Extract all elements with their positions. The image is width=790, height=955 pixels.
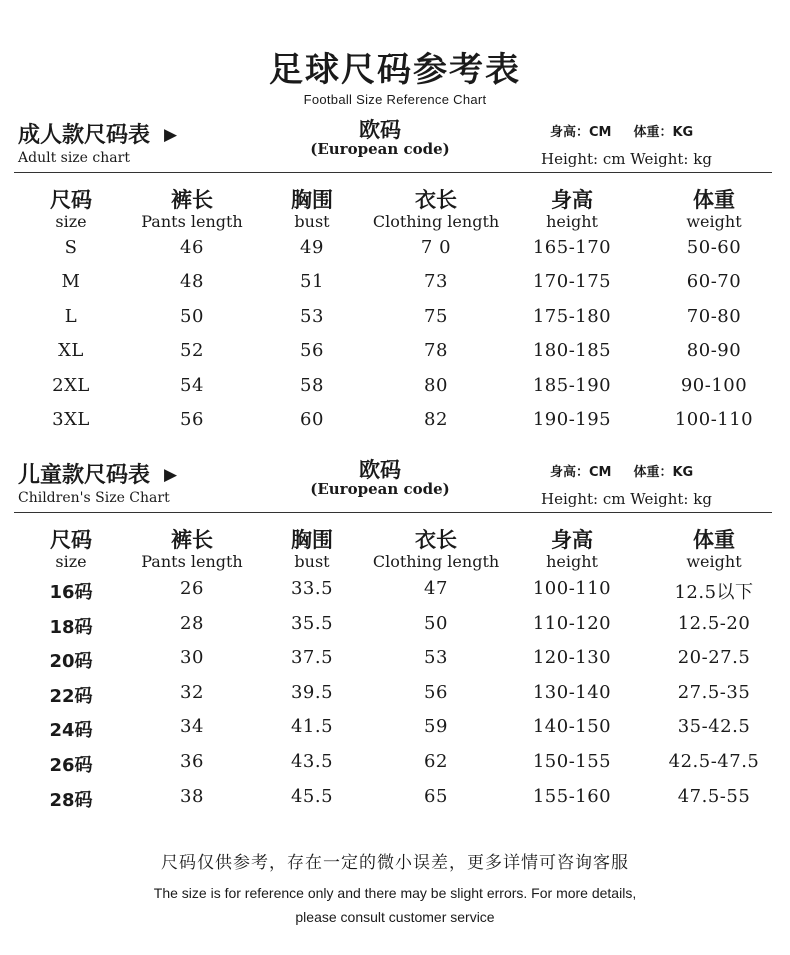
table-cell: 12.5-20 — [677, 612, 751, 634]
table-cell: 60-70 — [686, 271, 742, 293]
section-title — [18, 118, 177, 149]
table-cell: 51 — [300, 271, 324, 293]
column-header-en: bust — [294, 212, 330, 231]
table-cell: 70-80 — [686, 305, 742, 327]
table-cell: 140-150 — [532, 716, 612, 738]
table-cell: 180-185 — [532, 340, 612, 362]
section-subtitle: Children's Size Chart — [18, 490, 170, 506]
column-header-en: Clothing length — [372, 552, 500, 571]
column-header: 身高 — [551, 528, 593, 552]
column-header: 体重 — [693, 528, 735, 552]
column-header-en: Pants length — [141, 212, 243, 231]
unit-height: 身高：CM — [550, 125, 612, 140]
table-cell: XL — [58, 340, 84, 362]
table-cell: 7 0 — [420, 237, 452, 258]
table-cell: 28码 — [49, 789, 93, 811]
section-title-text: 儿童款尺码表 — [18, 463, 151, 488]
table-cell: 45.5 — [290, 785, 334, 807]
column-header: 胸围 — [291, 188, 333, 212]
table-cell: 150-155 — [532, 751, 612, 772]
table-cell: 58 — [300, 374, 324, 396]
table-cell: 35-42.5 — [677, 716, 751, 738]
table-cell: 3XL — [52, 409, 90, 430]
table-cell: 47.5-55 — [677, 785, 751, 807]
euro-code-label: 欧码 — [359, 118, 401, 142]
column-header: 裤长 — [171, 188, 213, 212]
column-header-en: weight — [686, 552, 742, 571]
table-cell: 30 — [180, 647, 204, 669]
table-cell: M — [61, 271, 81, 293]
column-header-en: Pants length — [141, 552, 243, 571]
table-cell: 100-110 — [674, 409, 754, 430]
table-cell: 53 — [424, 647, 448, 669]
unit-weight: 体重：KG — [633, 465, 694, 480]
table-cell: 37.5 — [290, 647, 334, 669]
table-cell: 56 — [300, 340, 324, 362]
table-cell: 65 — [424, 785, 448, 807]
table-cell: 46 — [180, 237, 204, 258]
footer-note-en: please consult customer service — [295, 909, 495, 925]
table-cell: 41.5 — [290, 716, 334, 738]
table-cell: 120-130 — [532, 647, 612, 669]
table-cell: 56 — [180, 409, 204, 430]
table-cell: 80-90 — [686, 340, 742, 362]
column-header-en: size — [55, 552, 87, 571]
column-header-en: size — [55, 212, 87, 231]
table-cell: 155-160 — [532, 785, 612, 807]
table-cell: 43.5 — [290, 751, 334, 772]
table-cell: 80 — [424, 374, 448, 396]
column-header: 体重 — [693, 188, 735, 212]
column-header: 尺码 — [50, 528, 92, 552]
table-cell: 28 — [180, 612, 204, 634]
section-subtitle: Adult size chart — [18, 150, 130, 166]
table-cell: 78 — [424, 340, 448, 362]
table-cell: 22码 — [49, 685, 93, 707]
units-label — [550, 121, 693, 140]
table-cell: L — [64, 305, 78, 327]
column-header: 衣长 — [415, 528, 457, 552]
table-cell: 16码 — [49, 582, 93, 603]
table-cell: 12.5以下 — [674, 582, 754, 603]
column-header-en: height — [546, 552, 598, 571]
table-cell: 50 — [424, 612, 448, 634]
table-cell: 56 — [424, 681, 448, 703]
table-cell: 54 — [180, 374, 204, 396]
table-cell: 20码 — [49, 651, 93, 673]
units-label-en: Height: cm Weight: kg — [541, 490, 712, 508]
table-cell: 110-120 — [532, 612, 612, 634]
table-cell: 26码 — [49, 755, 93, 776]
table-cell: 165-170 — [532, 237, 612, 258]
column-header-en: height — [546, 212, 598, 231]
table-cell: 73 — [424, 271, 448, 293]
table-cell: 60 — [300, 409, 324, 430]
euro-code-label: 欧码 — [359, 458, 401, 482]
table-cell: 185-190 — [532, 374, 612, 396]
table-cell: 50 — [180, 305, 204, 327]
table-cell: 170-175 — [532, 271, 612, 293]
table-cell: 27.5-35 — [677, 681, 751, 703]
table-cell: S — [64, 237, 78, 258]
page-subtitle: Football Size Reference Chart — [303, 92, 487, 107]
table-cell: 130-140 — [532, 681, 612, 703]
euro-code-label-en: (European code) — [310, 140, 450, 158]
column-header: 衣长 — [415, 188, 457, 212]
table-cell: 18码 — [49, 616, 93, 638]
units-label — [550, 461, 693, 480]
table-cell: 52 — [180, 340, 204, 362]
table-cell: 35.5 — [290, 612, 334, 634]
column-header: 裤长 — [171, 528, 213, 552]
section-title — [18, 458, 177, 489]
column-header-en: Clothing length — [372, 212, 500, 231]
table-cell: 20-27.5 — [677, 647, 751, 669]
footer-note-en: The size is for reference only and there may be slight errors. For more details, — [153, 885, 637, 901]
table-cell: 82 — [424, 409, 448, 430]
footer-note: 尺码仅供参考，存在一定的微小误差，更多详情可咨询客服 — [161, 853, 629, 873]
table-cell: 36 — [180, 751, 204, 772]
table-cell: 39.5 — [290, 681, 334, 703]
table-cell: 24码 — [49, 720, 93, 742]
table-cell: 33.5 — [290, 578, 334, 599]
table-cell: 34 — [180, 716, 204, 738]
play-arrow-icon: ▶ — [164, 125, 178, 145]
table-cell: 190-195 — [532, 409, 612, 430]
table-cell: 38 — [180, 785, 204, 807]
table-cell: 90-100 — [680, 374, 748, 396]
column-header-en: bust — [294, 552, 330, 571]
units-label-en: Height: cm Weight: kg — [541, 150, 712, 168]
column-header-en: weight — [686, 212, 742, 231]
table-cell: 47 — [424, 578, 448, 599]
unit-weight: 体重：KG — [633, 125, 694, 140]
table-cell: 175-180 — [532, 305, 612, 327]
section-title-text: 成人款尺码表 — [18, 123, 151, 148]
table-cell: 50-60 — [686, 237, 742, 258]
table-cell: 2XL — [52, 374, 90, 396]
table-cell: 48 — [180, 271, 204, 293]
euro-code-label-en: (European code) — [310, 480, 450, 498]
table-cell: 100-110 — [532, 578, 612, 599]
table-cell: 53 — [300, 305, 324, 327]
column-header: 胸围 — [291, 528, 333, 552]
divider — [14, 512, 772, 513]
unit-height: 身高：CM — [550, 465, 612, 480]
table-cell: 75 — [424, 305, 448, 327]
table-cell: 59 — [424, 716, 448, 738]
table-cell: 32 — [180, 681, 204, 703]
play-arrow-icon: ▶ — [164, 465, 178, 485]
column-header: 尺码 — [50, 188, 92, 212]
table-cell: 26 — [180, 578, 204, 599]
divider — [14, 172, 772, 173]
column-header: 身高 — [551, 188, 593, 212]
table-cell: 42.5-47.5 — [668, 751, 760, 772]
page-title: 足球尺码参考表 — [269, 50, 521, 90]
table-cell: 49 — [300, 237, 324, 258]
table-cell: 62 — [424, 751, 448, 772]
